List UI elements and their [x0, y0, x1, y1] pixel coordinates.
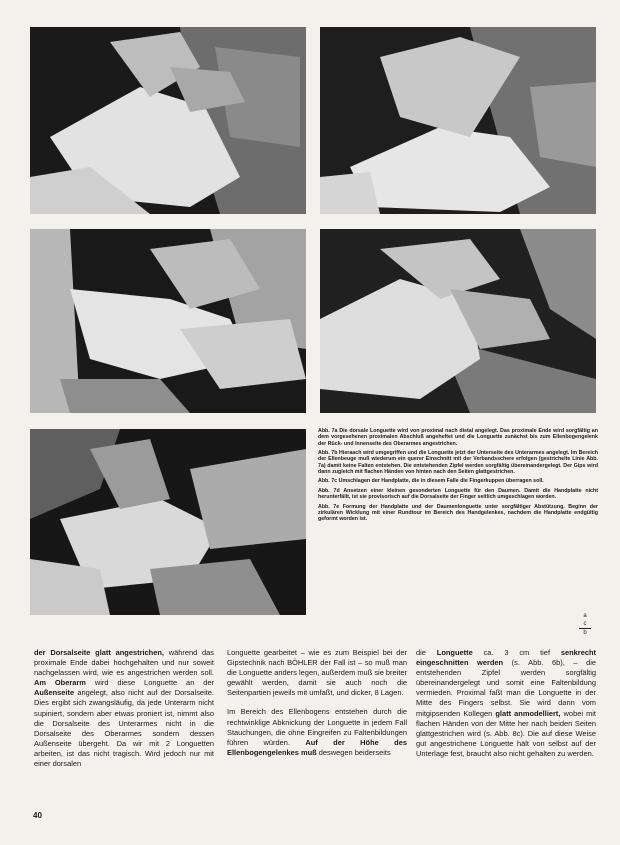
- caption-7a: [318, 428, 598, 447]
- body-text: Longuette gearbeitet – wie es zum Beispiel bei der Gipstechnik nach BÖHLER der Fall ist – so muß man die Longuette anders legen, außerdem muß sie breiter gewählt werden, damit sie auch noch die Seitenpartien jeweils mit umfaßt, und dicker, 8 Lagen.: [227, 648, 407, 698]
- body-text: Im Bereich des Ellenbogens entstehen durch die rechtwinklige Abknickung der Longuette in jedem Fall Stauchungen, die ohne Eingreifen zu Faltenbildungen führen würden.: [227, 707, 407, 747]
- caption-text: Formung der Handplatte und der Daumenlonguette unter sorgfältiger Abstützung. Beginn der zirkulären Wicklung mit einer Rundtour im Bereich des Handgelenkes, nachdem die Handplatte endgültig geformt worden ist.: [318, 503, 598, 523]
- body-text: wird diese Longuette an der: [85, 678, 214, 688]
- caption-text: Ansetzen einer kleinen gesonderten Longuette für den Daumen. Damit die Handplatte nicht herunterfällt, ist sie provisorisch auf die Dorsalseite der Finger seitlich umgeschlagen worden.: [318, 487, 598, 501]
- caption-label: Abb. 7a: [318, 428, 338, 434]
- photo-7e: [30, 429, 306, 615]
- caption-7e: [318, 504, 598, 523]
- text-column-2: [227, 648, 407, 767]
- caption-label: Abb. 7d: [318, 487, 340, 494]
- figure-captions: [318, 428, 598, 623]
- bold-text: glatt anmodelliert,: [495, 708, 561, 718]
- photo-7c: [30, 229, 306, 413]
- photo-7b: [320, 27, 596, 214]
- caption-label: Abb. 7e: [318, 503, 340, 510]
- photo-7a: [30, 27, 306, 214]
- body-text: deswegen beiderseits: [316, 747, 391, 757]
- bold-text: senkrecht eingeschnitten werden: [416, 648, 596, 668]
- text-column-3: [416, 648, 596, 768]
- caption-text: Umschlagen der Handplatte, die in diesem Falle die Fingerkuppen überragen soll.: [338, 478, 544, 485]
- text-column-1: [34, 648, 214, 778]
- caption-label: Abb. 7c: [318, 478, 338, 485]
- caption-7b: [318, 450, 598, 475]
- spine-mark-top: a: [583, 613, 587, 619]
- bold-text: Am Oberarm: [34, 678, 86, 688]
- caption-7c: [318, 478, 598, 484]
- body-text: angelegt, also nicht auf der Dorsalseite. Dies ergibt sich zwangsläufig, da jede Unterarm nicht supiniert, sondern aber etwas proniert ist, nimmt also die Dorsalseite des Unterarmes nicht in die Dorsalseite des Oberarmes sondern dessen Außenseite übergeht. Da wir mit 2 Longuetten arbeiten, ist das nicht tragisch. Wird jedoch nur mit einer dorsalen: [34, 688, 214, 769]
- body-paragraph: [227, 707, 407, 757]
- page-number: 40: [33, 811, 42, 820]
- bold-text: Außenseite: [34, 688, 75, 698]
- body-paragraph: [227, 648, 407, 698]
- caption-text: Die dorsale Longuette wird von proximal nach distal angelegt. Das proximale Ende wird sorgfältig an dem vorgesehenen proximalen Abschluß angeheftet und die Longuette zunächst bis zum Ellenbogengelenk der Rück- und Innenseite des Oberarmes angestrichen.: [318, 428, 598, 447]
- body-text: während das proximale Ende dabei hochgehalten und nur soweit nachgelassen wird, wie es angestrichen werden soll.: [34, 648, 215, 678]
- body-text: ca. 3 cm tief: [472, 648, 561, 657]
- body-paragraph: [34, 648, 214, 769]
- spine-mark-bottom: b: [583, 630, 587, 636]
- bold-text: der Dorsalseite glatt angestrichen,: [34, 648, 164, 657]
- body-paragraph: [416, 648, 596, 759]
- body-text: wobei mit flachen Händen von der Mitte her nach beiden Seiten glattgestrichen wird (s. Abb. 8c). Die auf diese Weise gut angestrichene Longuette hält von selbst auf der Unterlage fest, braucht also nicht gehalten zu werden.: [416, 708, 596, 758]
- spine-mark-middle: c: [579, 621, 591, 629]
- bold-text: Longuette: [436, 648, 473, 657]
- figure-section-mark: [577, 613, 593, 645]
- caption-text: Hieraach wird umgegriffen und die Longuette jetzt der Unterseite des Unterarmes angelegt. Im Bereich der Ellenbeuge muß wiederum ein querer Einschnitt mit der Verbandsschere erfolgen (gestrichelte Linie Abb. 7a) damit keine Falten entstehen. Die entstehenden Zipfel werden sorgfältig übereinandergelegt. Der Gips wird dann zugleich mit flachen Händen von hinten nach den Seiten glattgestrichen.: [318, 450, 599, 475]
- caption-label: Abb. 7b: [318, 450, 338, 457]
- body-text: (s. Abb. 6b), – die entstehenden Zipfel werden sorgfältig übereinandergelegt und somit eine Faltenbildung vermieden. Proximal faßt man die Longuette in der Mitte des Fingers selbst. Sie wird dann vom mitgipsenden Kollegen: [416, 658, 596, 718]
- caption-7d: [318, 488, 598, 501]
- body-text: die: [416, 648, 437, 657]
- photo-7d: [320, 229, 596, 413]
- bold-text: Auf der Höhe des Ellenbogengelenkes muß: [227, 737, 407, 757]
